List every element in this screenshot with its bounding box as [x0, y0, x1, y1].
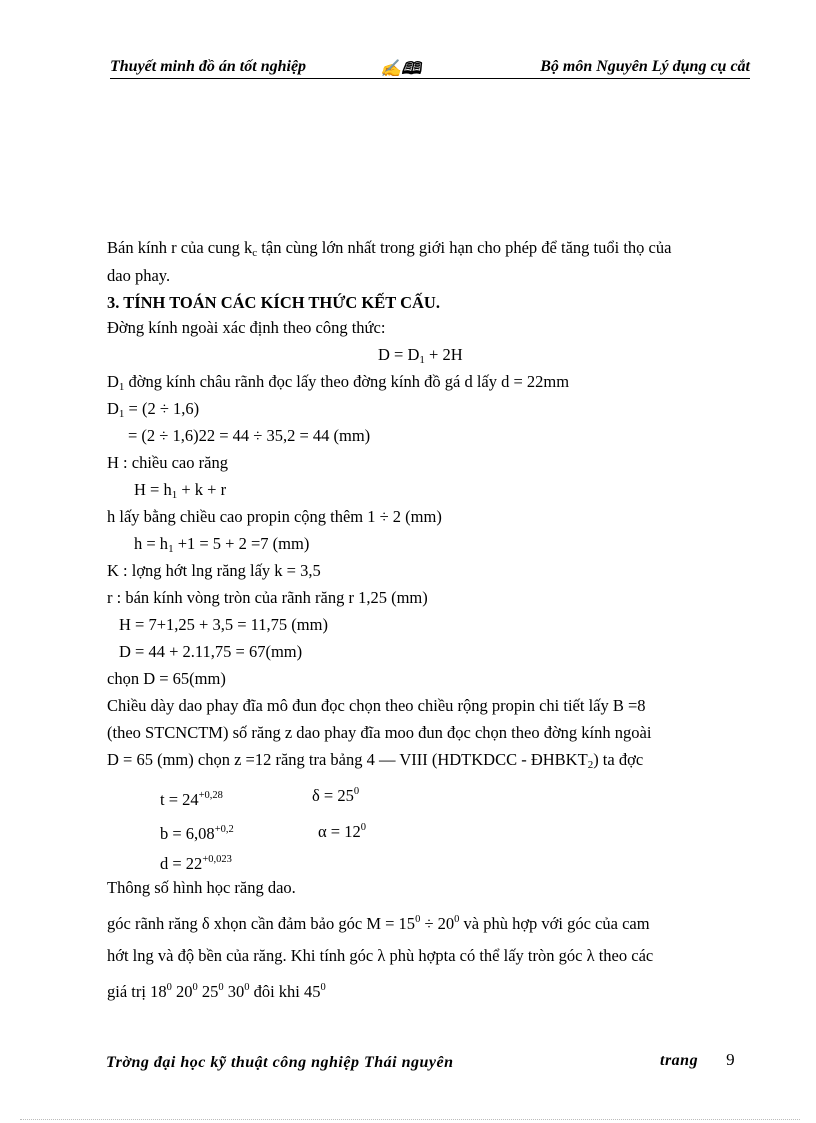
param-delta: $\delta = 25^0$: [312, 786, 360, 805]
page-bottom-divider: [20, 1119, 800, 1120]
text-line: h lấy bằng chiều cao propin cộng thêm 1 ÷ 2 (mm): [107, 507, 442, 526]
text-line: H : chiều cao răng: [107, 453, 228, 472]
param-t: $t = 24^{+0,28}$: [160, 790, 223, 809]
section-title: 3. TÍNH TOÁN CÁC KÍCH THỨC KẾT CẤU.: [107, 293, 440, 312]
text-line: $D_1 = (2 \div 1,6)$: [107, 399, 200, 420]
text-line: Đờng kính ngoài xác định theo công thức:: [107, 318, 386, 337]
header-right-title: Bộ môn Nguyên Lý dụng cụ cắt: [540, 58, 750, 75]
text-line: Chiều dày dao phay đĩa mô đun đọc chọn theo chiều rộng propin chi tiết lấy B =8: [107, 696, 646, 715]
geometry-line-3: giá trị $18^0$ $20^0$ $25^0$ $30^0$ đôi khi $45^0$: [107, 982, 326, 1001]
text-line: chọn D = 65(mm): [107, 669, 226, 688]
geometry-line-2: hớt lng và độ bền của răng. Khi tính góc λ phù hợpta có thể lấy tròn góc λ theo các: [107, 946, 654, 965]
text-line: H = 7+1,25 + 3,5 = 11,75 (mm): [119, 615, 328, 634]
page-label: trang: [660, 1052, 699, 1069]
header-left-title: Thuyết minh đồ án tốt nghiệp: [110, 58, 307, 75]
param-d: $d = 22^{+0,023}$: [160, 854, 232, 873]
formula-H: $H = h_1 + k + r$: [134, 480, 227, 501]
formula-h: $h = h_1 +1 = 5 + 2 =7$ (mm): [134, 534, 310, 555]
intro-line-1: Bán kính r của cung $k_c$ tận cùng lớn nhất trong giới hạn cho phép để tăng tuổi thọ của: [107, 238, 672, 259]
text-line: D = 44 + 2.11,75 = 67(mm): [119, 642, 303, 661]
text-line: r : bán kính vòng tròn của rãnh răng r 1,25 (mm): [107, 588, 428, 607]
geometry-title: Thông số hình học răng dao.: [107, 878, 296, 897]
delta-symbol-icon: δ: [312, 786, 320, 805]
page-header: [110, 56, 750, 79]
formula-D: $D = D_1 + 2H$: [378, 345, 463, 366]
book-ornament-icon: ✍🕮: [380, 59, 422, 78]
text-line: (theo STCNCTM) số răng z dao phay đĩa moo đun đọc chọn theo đờng kính ngoài: [107, 723, 652, 742]
text-line: K : lợng hớt lng răng lấy k = 3,5: [107, 561, 321, 580]
page-number: 9: [726, 1050, 735, 1069]
footer-institution: Trờng đại học kỹ thuật công nghiệp Thái nguyên: [106, 1054, 454, 1071]
param-alpha: $\alpha = 12^0$: [318, 822, 366, 841]
intro-line-2: dao phay.: [107, 266, 171, 285]
text-line: D = 65 (mm) chọn z =12 răng tra bảng 4 — VIII (HDTKDCC - $ĐHBKT_2$) ta đợc: [107, 750, 644, 771]
param-b: $b = 6,08^{+0,2}$: [160, 824, 234, 843]
page-number-block: [660, 1050, 735, 1070]
alpha-symbol-icon: α: [318, 822, 327, 841]
geometry-line-1: góc rãnh răng δ xhọn cần đảm bảo góc $M = 15^0 \div 20^0$ và phù hợp với góc của cam: [107, 914, 650, 933]
text-line: = (2 ÷ 1,6)22 = 44 ÷ 35,2 = 44 (mm): [128, 426, 371, 445]
text-line: $D_1$ đờng kính châu rãnh đọc lấy theo đờng kính đồ gá d lấy d = 22mm: [107, 372, 570, 393]
